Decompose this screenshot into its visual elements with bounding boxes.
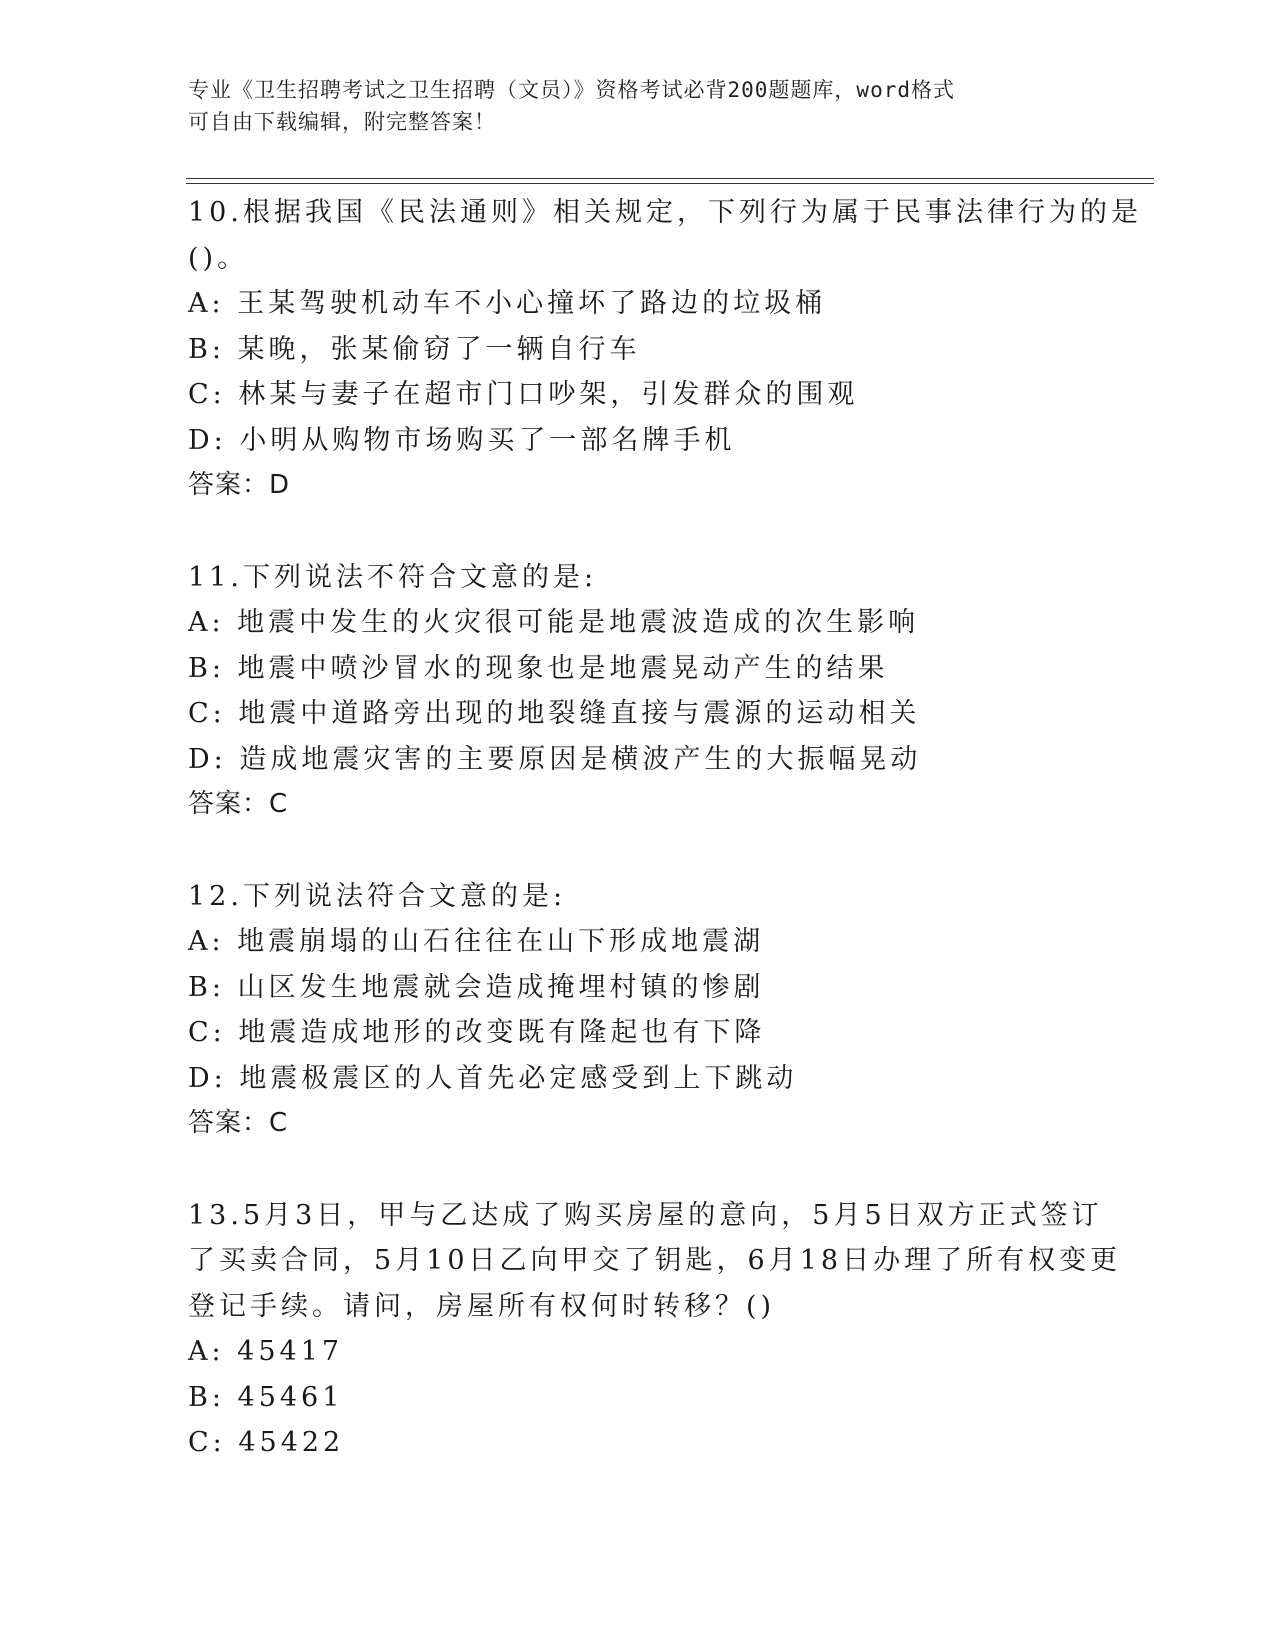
question-stem-line: 登记手续。请问，房屋所有权何时转移？() xyxy=(188,1290,776,1322)
option-a: A: 地震中发生的火灾很可能是地震波造成的次生影响 xyxy=(188,607,920,638)
option-b: B: 45461 xyxy=(188,1381,344,1413)
question-list xyxy=(188,190,1142,1466)
answer-label: 答案：C xyxy=(188,1108,289,1138)
question-11 xyxy=(188,555,1088,828)
option-d: D: 造成地震灾害的主要原因是横波产生的大振幅晃动 xyxy=(188,743,922,775)
option-c: C: 林某与妻子在超市门口吵架，引发群众的围观 xyxy=(188,379,859,410)
option-a: A: 45417 xyxy=(188,1336,344,1367)
option-c: C: 地震造成地形的改变既有隆起也有下降 xyxy=(188,1017,766,1048)
option-a: A: 王某驾驶机动车不小心撞坏了路边的垃圾桶 xyxy=(188,288,827,319)
option-a: A: 地震崩塌的山石往往在山下形成地震湖 xyxy=(188,926,765,957)
question-13 xyxy=(188,1193,1122,1466)
answer-label: 答案：C xyxy=(188,789,289,819)
header-line-2: 可自由下载编辑，附完整答案！ xyxy=(188,110,496,134)
option-c: C: 地震中道路旁出现的地裂缝直接与震源的运动相关 xyxy=(188,698,921,729)
answer-label: 答案：D xyxy=(188,470,291,500)
header-divider-top xyxy=(186,178,1154,179)
question-stem-line: 了买卖合同，5月10日乙向甲交了钥匙，6月18日办理了所有权变更 xyxy=(188,1245,1122,1276)
header-line-1: 专业《卫生招聘考试之卫生招聘（文员）》资格考试必背200题题库，word格式 xyxy=(188,78,955,102)
document-header xyxy=(188,74,1068,138)
option-d: D: 地震极震区的人首先必定感受到上下跳动 xyxy=(188,1062,798,1094)
question-stem-line: ()。 xyxy=(188,242,249,274)
question-stem-line: 13.5月3日，甲与乙达成了购买房屋的意向，5月5日双方正式签订 xyxy=(188,1199,1103,1231)
question-12 xyxy=(188,874,1088,1147)
question-stem-line: 10.根据我国《民法通则》相关规定，下列行为属于民事法律行为的是 xyxy=(188,197,1142,228)
question-stem-line: 11.下列说法不符合文意的是: xyxy=(188,561,598,593)
option-b: B: 山区发生地震就会造成掩埋村镇的惨剧 xyxy=(188,971,765,1003)
option-b: B: 地震中喷沙冒水的现象也是地震晃动产生的结果 xyxy=(188,652,889,684)
question-10 xyxy=(188,190,1142,509)
option-d: D: 小明从购物市场购买了一部名牌手机 xyxy=(188,424,736,456)
header-divider-bottom xyxy=(186,183,1154,184)
question-stem-line: 12.下列说法符合文意的是: xyxy=(188,880,567,912)
option-c: C: 45422 xyxy=(188,1427,345,1458)
option-b: B: 某晚，张某偷窃了一辆自行车 xyxy=(188,333,641,365)
